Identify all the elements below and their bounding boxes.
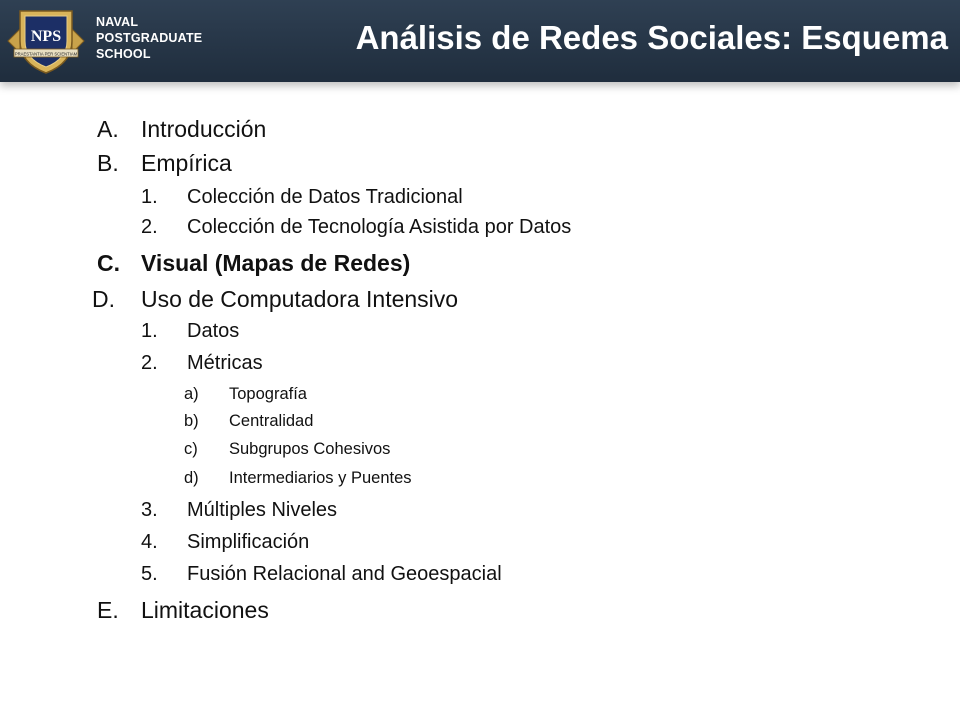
outline-text: Subgrupos Cohesivos [229,440,391,458]
outline-marker: D. [92,286,115,312]
outline-marker: A. [97,116,119,142]
outline-text: Fusión Relacional and Geoespacial [187,563,502,585]
outline-marker: 2. [141,216,158,238]
outline-text: Métricas [187,352,263,374]
outline-text: Introducción [141,116,267,142]
outline-text: Limitaciones [141,597,269,623]
outline-text: Uso de Computadora Intensivo [141,286,459,312]
nps-logo-text: NPS [30,28,62,45]
outline-marker: 1. [141,320,158,342]
nps-logo-motto: PRAESTANTIA PER SCIENTIAM [14,51,78,57]
outline-marker: c) [184,440,198,458]
outline-marker: 1. [141,186,158,208]
outline-marker: b) [184,412,199,430]
outline-text: Colección de Datos Tradicional [187,186,463,208]
school-name-line: NAVAL [96,15,139,29]
outline-marker: B. [97,150,119,176]
outline-text: Visual (Mapas de Redes) [141,250,411,276]
outline-text: Centralidad [229,412,314,430]
outline-marker: C. [97,250,120,276]
outline-text: Múltiples Niveles [187,499,338,521]
slide-title: Análisis de Redes Sociales: Esquema [355,19,948,56]
outline-marker: a) [184,385,199,403]
outline-text: Datos [187,320,240,342]
outline-marker: 5. [141,563,158,585]
outline-text: Simplificación [187,531,310,553]
outline-marker: E. [97,597,119,623]
outline-marker: d) [184,469,199,487]
outline-text: Intermediarios y Puentes [229,469,412,487]
school-name-line: POSTGRADUATE [96,31,203,45]
outline-text: Topografía [229,385,307,403]
outline-marker: 4. [141,531,158,553]
school-name-line: SCHOOL [96,47,151,61]
outline-marker: 3. [141,499,158,521]
outline-text: Empírica [141,150,232,176]
outline-text: Colección de Tecnología Asistida por Datos [187,216,572,238]
outline-marker: 2. [141,352,158,374]
